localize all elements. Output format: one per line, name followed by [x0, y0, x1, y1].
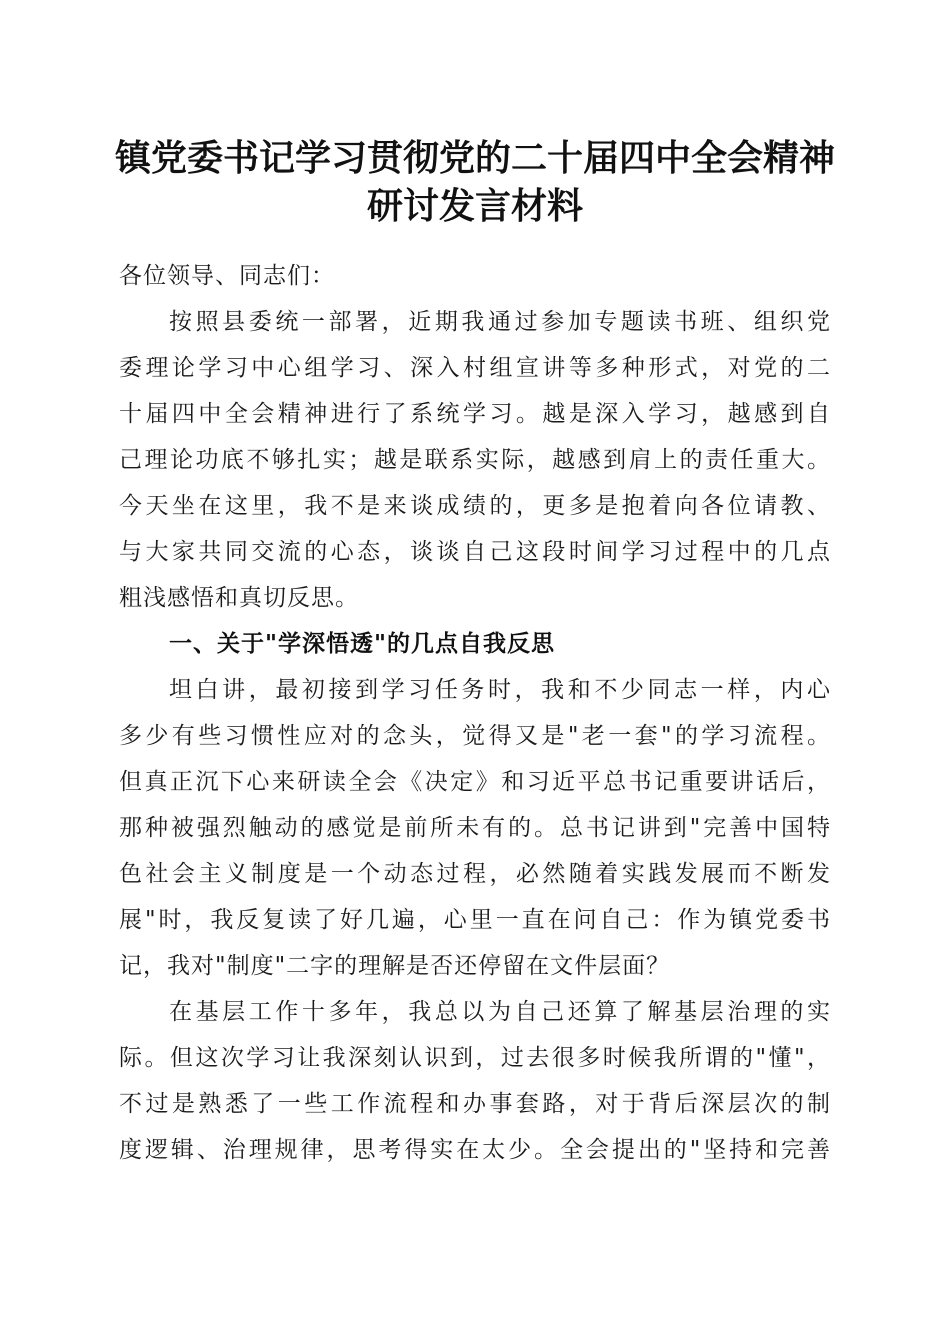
document-body: [119, 253, 831, 1173]
paragraph-line: 己理论功底不够扎实；越是联系实际，越感到肩上的责任重大。: [119, 447, 831, 473]
paragraph-line: 在基层工作十多年，我总以为自己还算了解基层治理的实: [169, 999, 831, 1025]
paragraph-1: [119, 299, 831, 621]
paragraph-line: 但真正沉下心来研读全会《决定》和习近平总书记重要讲话后，: [119, 769, 831, 795]
paragraph-line: 委理论学习中心组学习、深入村组宣讲等多种形式，对党的二: [119, 355, 831, 381]
paragraph-line: 记，我对"制度"二字的理解是否还停留在文件层面？: [119, 953, 671, 979]
paragraph-2: [119, 667, 831, 989]
paragraph-line: 与大家共同交流的心态，谈谈自己这段时间学习过程中的几点: [119, 539, 831, 565]
paragraph-line: 度逻辑、治理规律，思考得实在太少。全会提出的"坚持和完善: [119, 1137, 831, 1163]
paragraph-3: [119, 989, 831, 1173]
paragraph-line: 色社会主义制度是一个动态过程，必然随着实践发展而不断发: [119, 861, 831, 887]
paragraph-line: 按照县委统一部署，近期我通过参加专题读书班、组织党: [169, 309, 831, 335]
paragraph-line: 展"时，我反复读了好几遍，心里一直在问自己：作为镇党委书: [119, 907, 831, 933]
paragraph-line: 不过是熟悉了一些工作流程和办事套路，对于背后深层次的制: [119, 1091, 831, 1117]
document-title-line-2: 研讨发言材料: [366, 185, 583, 227]
salutation: 各位领导、同志们：: [119, 263, 335, 289]
paragraph-line: 多少有些习惯性应对的念头，觉得又是"老一套"的学习流程。: [119, 723, 831, 749]
paragraph-line: 坦白讲，最初接到学习任务时，我和不少同志一样，内心: [169, 677, 831, 703]
paragraph-line: 际。但这次学习让我深刻认识到，过去很多时候我所谓的"懂"，: [119, 1045, 831, 1071]
paragraph-line: 今天坐在这里，我不是来谈成绩的，更多是抱着向各位请教、: [119, 493, 831, 519]
paragraph-line: 十届四中全会精神进行了系统学习。越是深入学习，越感到自: [119, 401, 831, 427]
paragraph-line: 粗浅感悟和真切反思。: [119, 585, 359, 611]
paragraph-line: 那种被强烈触动的感觉是前所未有的。总书记讲到"完善中国特: [119, 815, 831, 841]
section-1-heading: 一、关于"学深悟透"的几点自我反思: [169, 631, 555, 657]
document-title-line-1: 镇党委书记学习贯彻党的二十届四中全会精神: [114, 137, 835, 179]
